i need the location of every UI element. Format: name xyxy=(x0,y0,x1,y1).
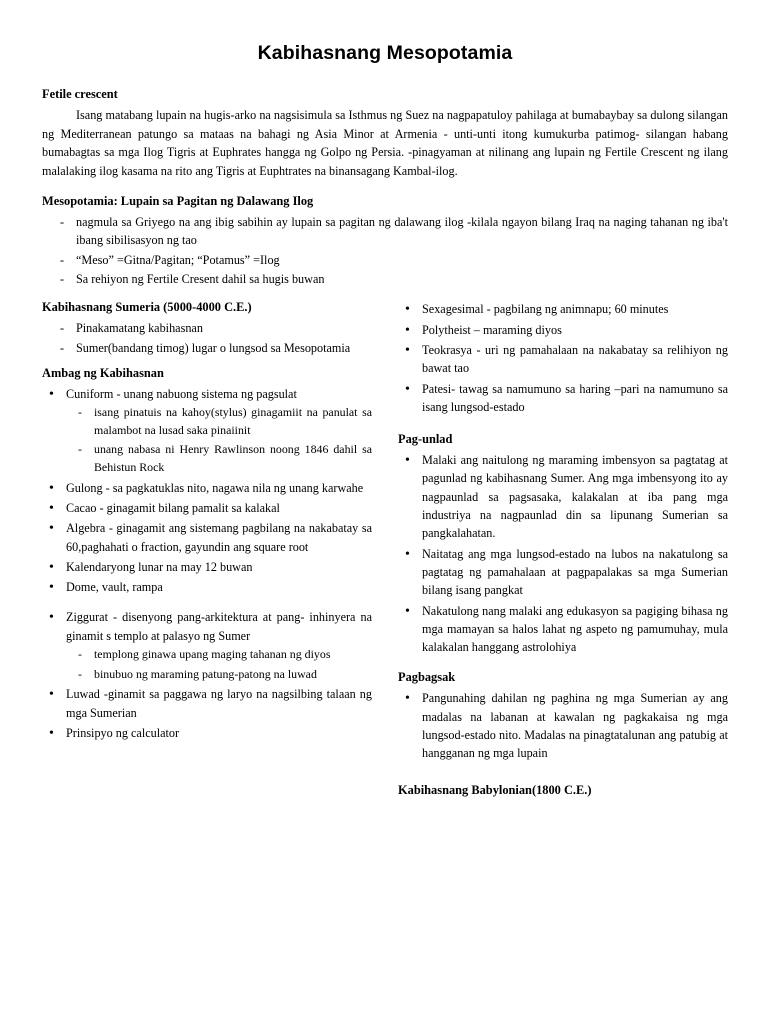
section-heading: Pagbagsak xyxy=(398,670,456,685)
mesopotamia-list xyxy=(42,213,728,288)
section-pagbagsak xyxy=(398,670,728,762)
sub-list-item: - binubuo ng maraming patung-patong na luwad xyxy=(66,666,372,684)
list-item: • Gulong - sa pagkatuklas nito, nagawa nila ng unang karwahe xyxy=(42,479,372,497)
list-item: - nagmula sa Griyego na ang ibig sabihin ay lupain sa pagitan ng dalawang ilog -kilala ngayon bilang Iraq na naging tahanan ng iba't ibang sibilisasyon ng tao xyxy=(42,213,728,250)
list-item: • Polytheist – maraming diyos xyxy=(398,321,728,339)
list-item xyxy=(42,385,372,477)
list-item: • Dome, vault, rampa xyxy=(42,578,372,596)
section-pag-unlad xyxy=(398,432,728,656)
column-right xyxy=(398,300,728,806)
sub-list xyxy=(66,404,372,476)
list-item: • Nakatulong nang malaki ang edukasyon sa pagiging bihasa ng mga mamayan sa halos lahat ng aspeto ng pamumuhay, mula kalakalan hanggang astrolohiya xyxy=(398,602,728,657)
section-heading: Pag-unlad xyxy=(398,432,453,447)
sub-list-item: - isang pinatuis na kahoy(stylus) ginagamiit na panulat sa malambot na lusad saka pinaiinit xyxy=(66,404,372,439)
pagbagsak-list xyxy=(398,689,728,762)
column-left xyxy=(42,300,372,806)
list-item: • Prinsipyo ng calculator xyxy=(42,724,372,742)
section-babylonian xyxy=(398,783,728,798)
sub-list-item: - templong ginawa upang maging tahanan ng diyos xyxy=(66,646,372,664)
list-item: • Pangunahing dahilan ng paghina ng mga Sumerian ay ang madalas na labanan at kawalan ng pagkakaisa ng mga lungsod-estado nito. Madalas na pinagtatalunan ang patubig at hangganan ng mga lupain xyxy=(398,689,728,762)
two-column-body xyxy=(42,300,728,806)
list-item: • Sexagesimal - pagbilang ng animnapu; 60 minutes xyxy=(398,300,728,318)
list-item: - Pinakamatang kabihasnan xyxy=(42,319,372,337)
list-item: - Sumer(bandang timog) lugar o lungsod sa Mesopotamia xyxy=(42,339,372,357)
pag-unlad-list xyxy=(398,451,728,656)
list-item-text: Cuniform - unang nabuong sistema ng pagsulat xyxy=(66,386,297,401)
list-item xyxy=(42,608,372,683)
list-item: • Teokrasya - uri ng pamahalaan na nakabatay sa relihiyon ng bawat tao xyxy=(398,341,728,378)
page-title: Kabihasnang Mesopotamia xyxy=(257,42,513,64)
section-heading: Kabihasnang Babylonian(1800 C.E.) xyxy=(398,782,592,797)
list-item: • Malaki ang naitulong ng maraming imbensyon sa pagtatag at pagunlad ng kabihasnang Sumer. Ang mga imbensyong ito ay nagpaunlad sa pagsasaka, kalakalan at iba pang mga industriya na nagpaunlad din sa lipunang Sumerian sa pangkalahatan. xyxy=(398,451,728,542)
section-heading: Mesopotamia: Lupain sa Pagitan ng Dalawang Ilog xyxy=(42,194,314,209)
list-item: • Luwad -ginamit sa paggawa ng laryo na nagsilbing talaan ng mga Sumerian xyxy=(42,685,372,722)
section-mesopotamia xyxy=(42,194,728,288)
list-item: • Kalendaryong lunar na may 12 buwan xyxy=(42,558,372,576)
section-ambag xyxy=(42,366,372,742)
sub-list-item: - unang nabasa ni Henry Rawlinson noong 1846 dahil sa Behistun Rock xyxy=(66,441,372,476)
section-terms xyxy=(398,300,728,416)
list-item: • Patesi- tawag sa namumuno sa haring –pari na namumuno sa isang lungsod-estado xyxy=(398,380,728,417)
ambag-list xyxy=(42,385,372,742)
section-sumeria xyxy=(42,300,372,357)
list-item: - Sa rehiyon ng Fertile Cresent dahil sa hugis buwan xyxy=(42,270,728,288)
terms-list xyxy=(398,300,728,416)
section-heading: Ambag ng Kabihasnan xyxy=(42,365,164,380)
section-paragraph: Isang matabang lupain na hugis-arko na nagsisimula sa Isthmus ng Suez na nagpapatuloy pahilaga at bumabaybay sa dulong silangan ng Mediterranean patungo sa mataas na bahagi ng Asia Minor at Armenia - unti-unti itong kumukurba patimog- silangan habang bumabagtas sa mga Ilog Tigris at Euphrates hangga ng Golpo ng Persia. -pinagyaman at nilinang ang lupain ng Fertile Crescent ng ilang malalaking ilog kasama na rito ang Tigris at Euphtrates na binansagang Kambal-ilog. xyxy=(42,108,728,178)
list-item: - “Meso” =Gitna/Pagitan; “Potamus” =Ilog xyxy=(42,251,728,269)
list-item: • Algebra - ginagamit ang sistemang pagbilang na nakabatay sa 60,paghahati o fraction, gayundin ang square root xyxy=(42,519,372,556)
section-fertile-crescent xyxy=(42,87,728,180)
section-heading: Fetile crescent xyxy=(42,87,118,101)
sub-list xyxy=(66,646,372,683)
section-heading: Kabihasnang Sumeria (5000-4000 C.E.) xyxy=(42,300,252,315)
list-item: • Naitatag ang mga lungsod-estado na lubos na nakatulong sa pagtatag ng pamahalaan at pagpapalakas sa mga Sumerian bilang isang pangkat xyxy=(398,545,728,600)
sumeria-list xyxy=(42,319,372,357)
list-item: • Cacao - ginagamit bilang pamalit sa kalakal xyxy=(42,499,372,517)
list-item-text: Ziggurat - disenyong pang-arkitektura at pang- inhinyera na ginamit s templo at palasyo ng Sumer xyxy=(66,610,372,643)
